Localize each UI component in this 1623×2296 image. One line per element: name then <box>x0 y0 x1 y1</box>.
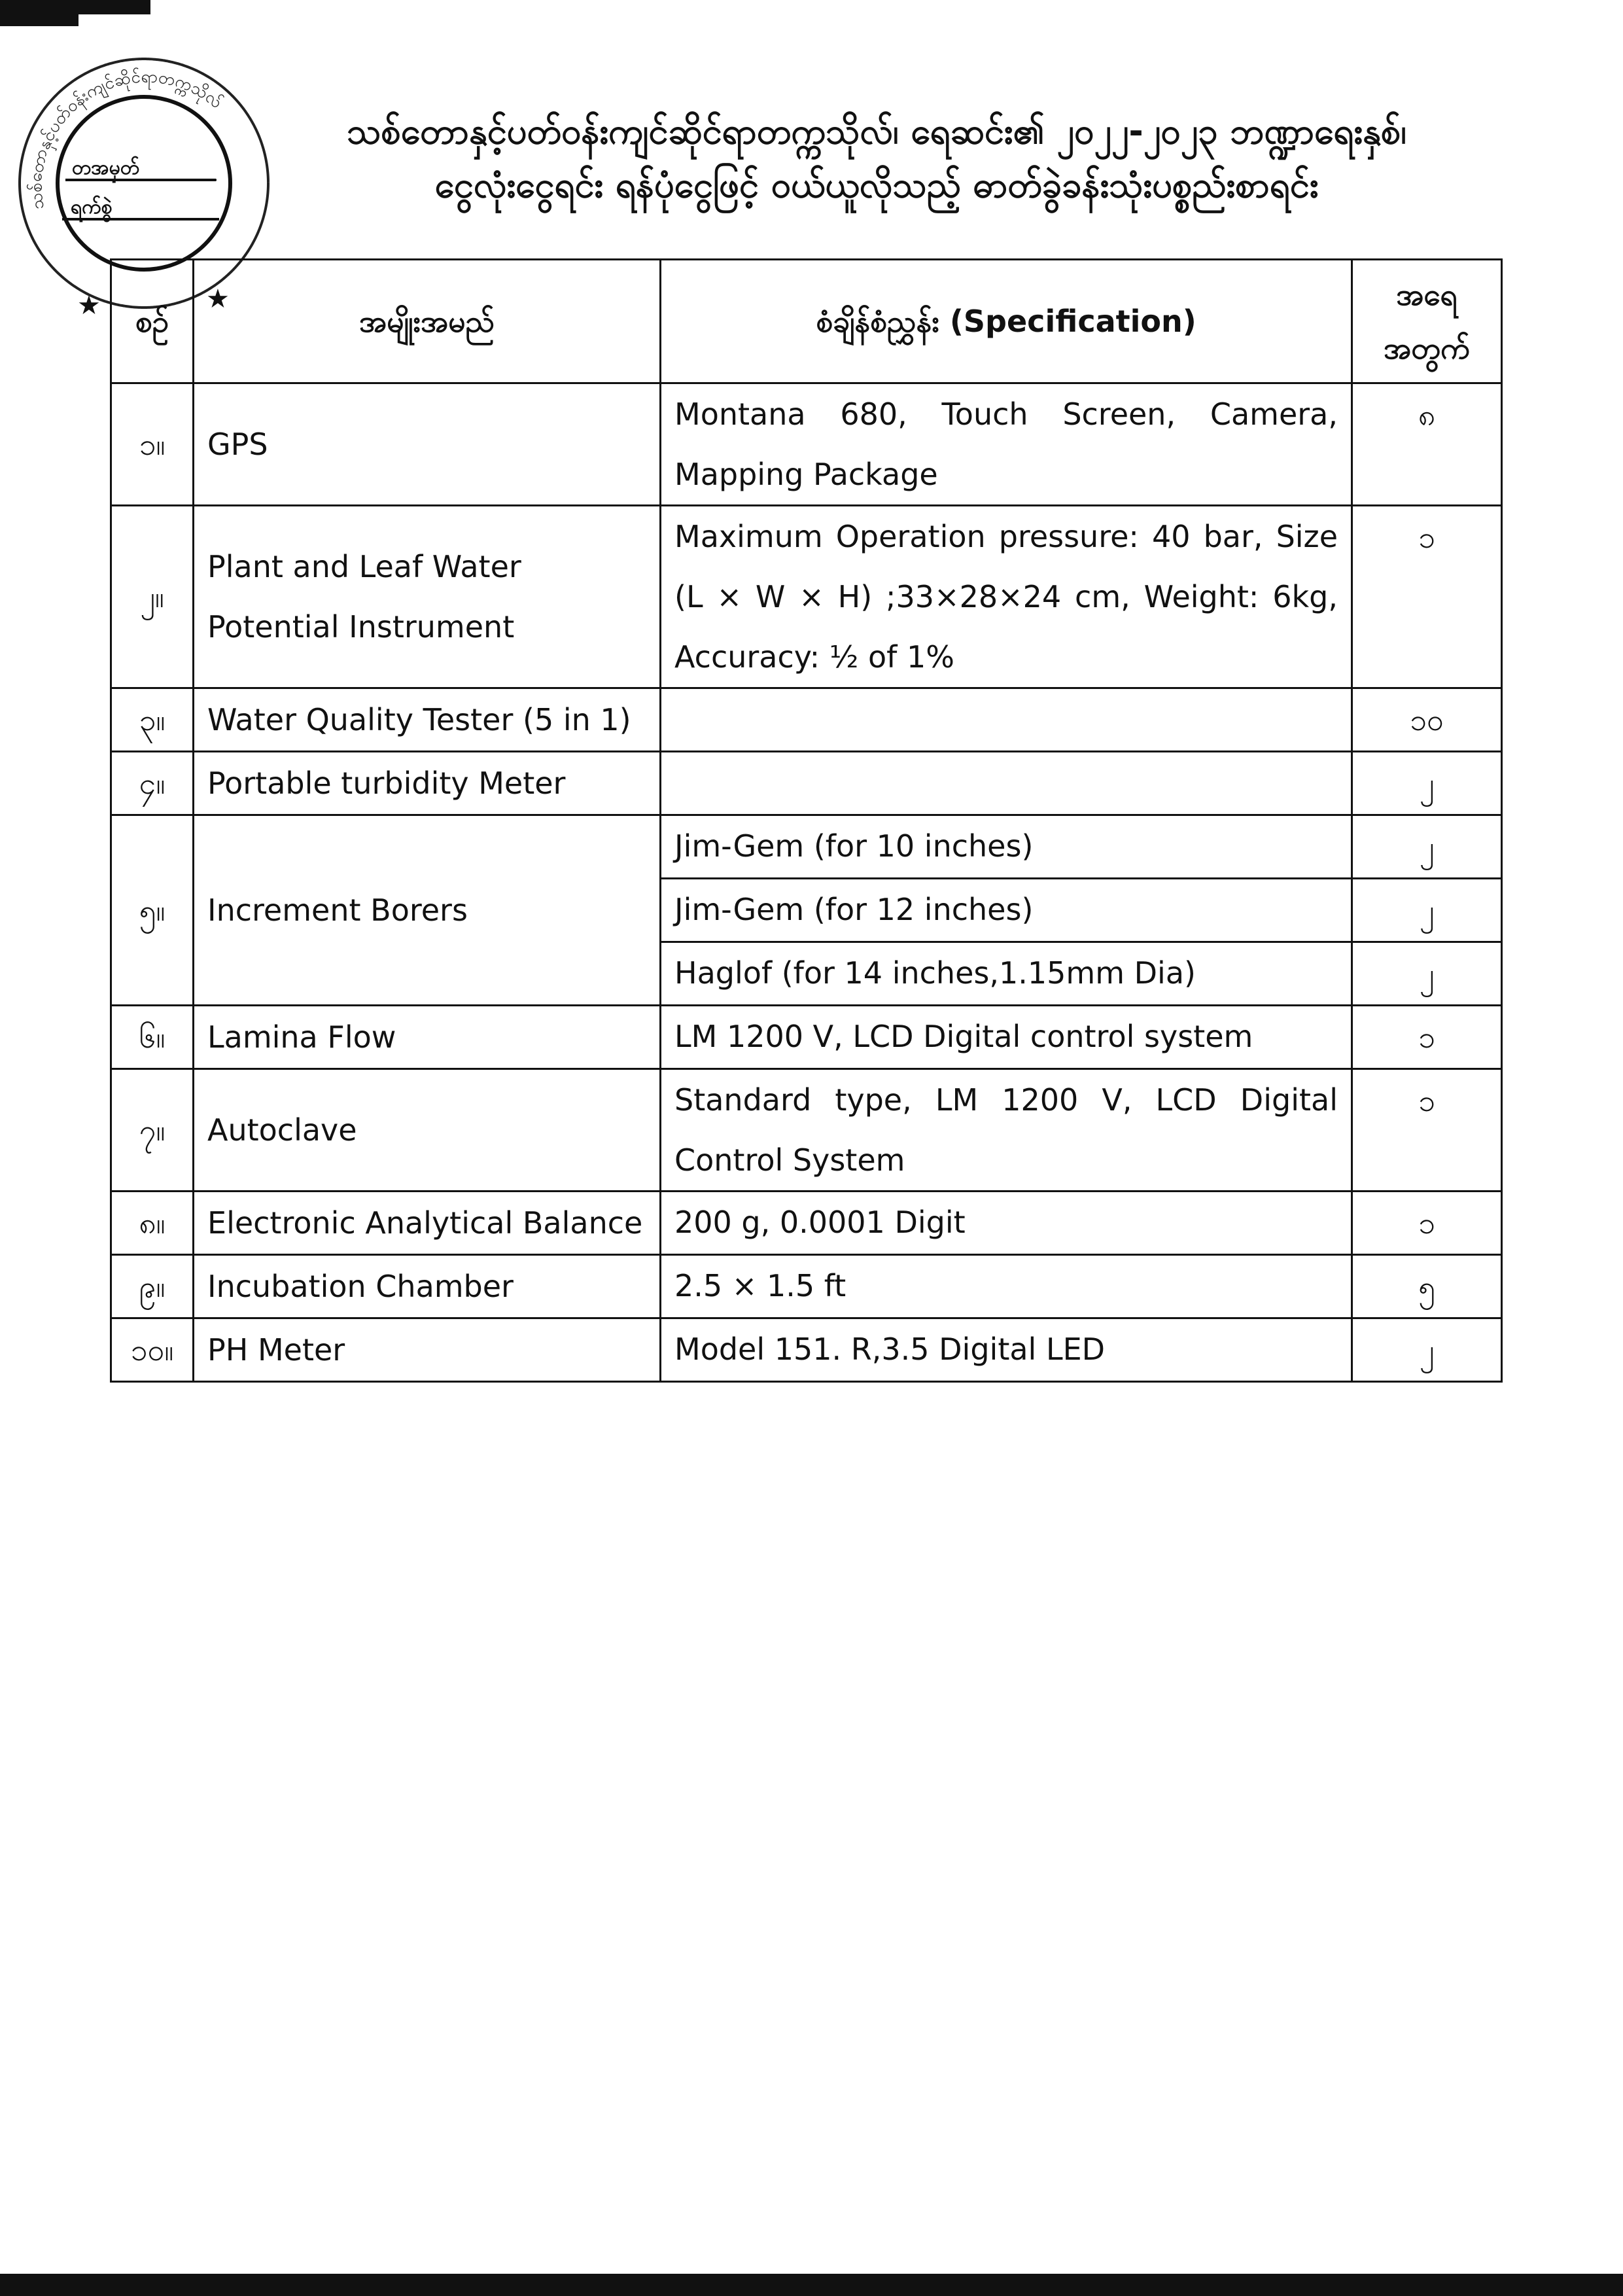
item-qty: ၂ <box>1352 752 1502 815</box>
document-header <box>222 105 1531 212</box>
header-no: စဉ် <box>111 260 194 383</box>
row-number: ၃။ <box>111 688 194 752</box>
item-qty: ၁ <box>1352 1069 1502 1192</box>
item-name: Plant and Leaf Water Potential Instrument <box>194 506 661 688</box>
row-number: ၂။ <box>111 506 194 688</box>
item-spec: LM 1200 V, LCD Digital control system <box>661 1006 1352 1069</box>
table-row <box>111 1069 1502 1192</box>
item-spec: Haglof (for 14 inches,1.15mm Dia) <box>661 942 1352 1006</box>
table-row <box>111 1318 1502 1382</box>
item-spec: Maximum Operation pressure: 40 bar, Size (L × W × H) ;33×28×24 cm, Weight: 6kg, Accuracy: ½ of 1% <box>661 506 1352 688</box>
item-qty: ၂ <box>1352 1318 1502 1382</box>
header-qty: အရေ အတွက် <box>1352 260 1502 383</box>
item-name: Water Quality Tester (5 in 1) <box>194 688 661 752</box>
item-spec: Jim-Gem (for 12 inches) <box>661 879 1352 942</box>
header-line-1: သစ်တောနှင့်ပတ်ဝန်းကျင်ဆိုင်ရာတက္ကသိုလ်၊ ရေဆင်း၏ ၂၀၂၂-၂၀၂၃ ဘဏ္ဍာရေးနှစ်၊ <box>347 111 1406 152</box>
row-number: ၈။ <box>111 1192 194 1255</box>
item-name: Incubation Chamber <box>194 1255 661 1318</box>
item-qty: ၁ <box>1352 1006 1502 1069</box>
seal-field-2: ရက်စွဲ <box>71 196 113 219</box>
row-number: ၉။ <box>111 1255 194 1318</box>
table-row <box>111 815 1502 879</box>
row-number: ၅။ <box>111 815 194 1006</box>
item-qty: ၁ <box>1352 1192 1502 1255</box>
table-row <box>111 506 1502 688</box>
scan-edge-corner <box>0 0 79 26</box>
table-row <box>111 1255 1502 1318</box>
seal-star-left: ★ <box>77 291 101 321</box>
item-name: Increment Borers <box>194 815 661 1006</box>
item-spec <box>661 752 1352 815</box>
item-qty: ၂ <box>1352 815 1502 879</box>
seal-star-right: ★ <box>206 284 230 314</box>
seal-field-1: တအမှတ် <box>72 156 140 179</box>
row-number: ၄။ <box>111 752 194 815</box>
header-line-2: ငွေလုံးငွေရင်း ရန်ပုံငွေဖြင့် ဝယ်ယူလိုသည့် ဓာတ်ခွဲခန်းသုံးပစ္စည်းစာရင်း <box>434 164 1319 205</box>
item-spec: Montana 680, Touch Screen, Camera, Mapping Package <box>661 383 1352 506</box>
item-spec: 200 g, 0.0001 Digit <box>661 1192 1352 1255</box>
item-qty: ၂ <box>1352 942 1502 1006</box>
item-spec: 2.5 × 1.5 ft <box>661 1255 1352 1318</box>
item-name: Lamina Flow <box>194 1006 661 1069</box>
table-header-row <box>111 260 1502 383</box>
table-row <box>111 1192 1502 1255</box>
item-name: Electronic Analytical Balance <box>194 1192 661 1255</box>
table-row <box>111 752 1502 815</box>
scan-edge-bottom <box>0 2274 1623 2296</box>
row-number: ၁။ <box>111 383 194 506</box>
table-row <box>111 383 1502 506</box>
equipment-table <box>110 258 1503 1383</box>
item-qty: ၁ <box>1352 506 1502 688</box>
seal-ring-text: သစ်တောနှင့်ပတ်ဝန်းကျင်ဆိုင်ရာတက္ကသိုလ် <box>26 67 226 211</box>
row-number: ၇။ <box>111 1069 194 1192</box>
header-name: အမျိုးအမည် <box>194 260 661 383</box>
item-name: PH Meter <box>194 1318 661 1382</box>
item-spec: Model 151. R,3.5 Digital LED <box>661 1318 1352 1382</box>
item-qty: ၂ <box>1352 879 1502 942</box>
item-name: GPS <box>194 383 661 506</box>
header-spec: စံချိန်စံညွှန်း (Specification) <box>661 260 1352 383</box>
table-row <box>111 688 1502 752</box>
row-number: ၁၀။ <box>111 1318 194 1382</box>
table-row <box>111 1006 1502 1069</box>
item-qty: ၈ <box>1352 383 1502 506</box>
item-qty: ၅ <box>1352 1255 1502 1318</box>
item-spec: Jim-Gem (for 10 inches) <box>661 815 1352 879</box>
row-number: ၆။ <box>111 1006 194 1069</box>
item-name: Portable turbidity Meter <box>194 752 661 815</box>
item-qty: ၁၀ <box>1352 688 1502 752</box>
item-spec: Standard type, LM 1200 V, LCD Digital Control System <box>661 1069 1352 1192</box>
item-spec <box>661 688 1352 752</box>
item-name: Autoclave <box>194 1069 661 1192</box>
